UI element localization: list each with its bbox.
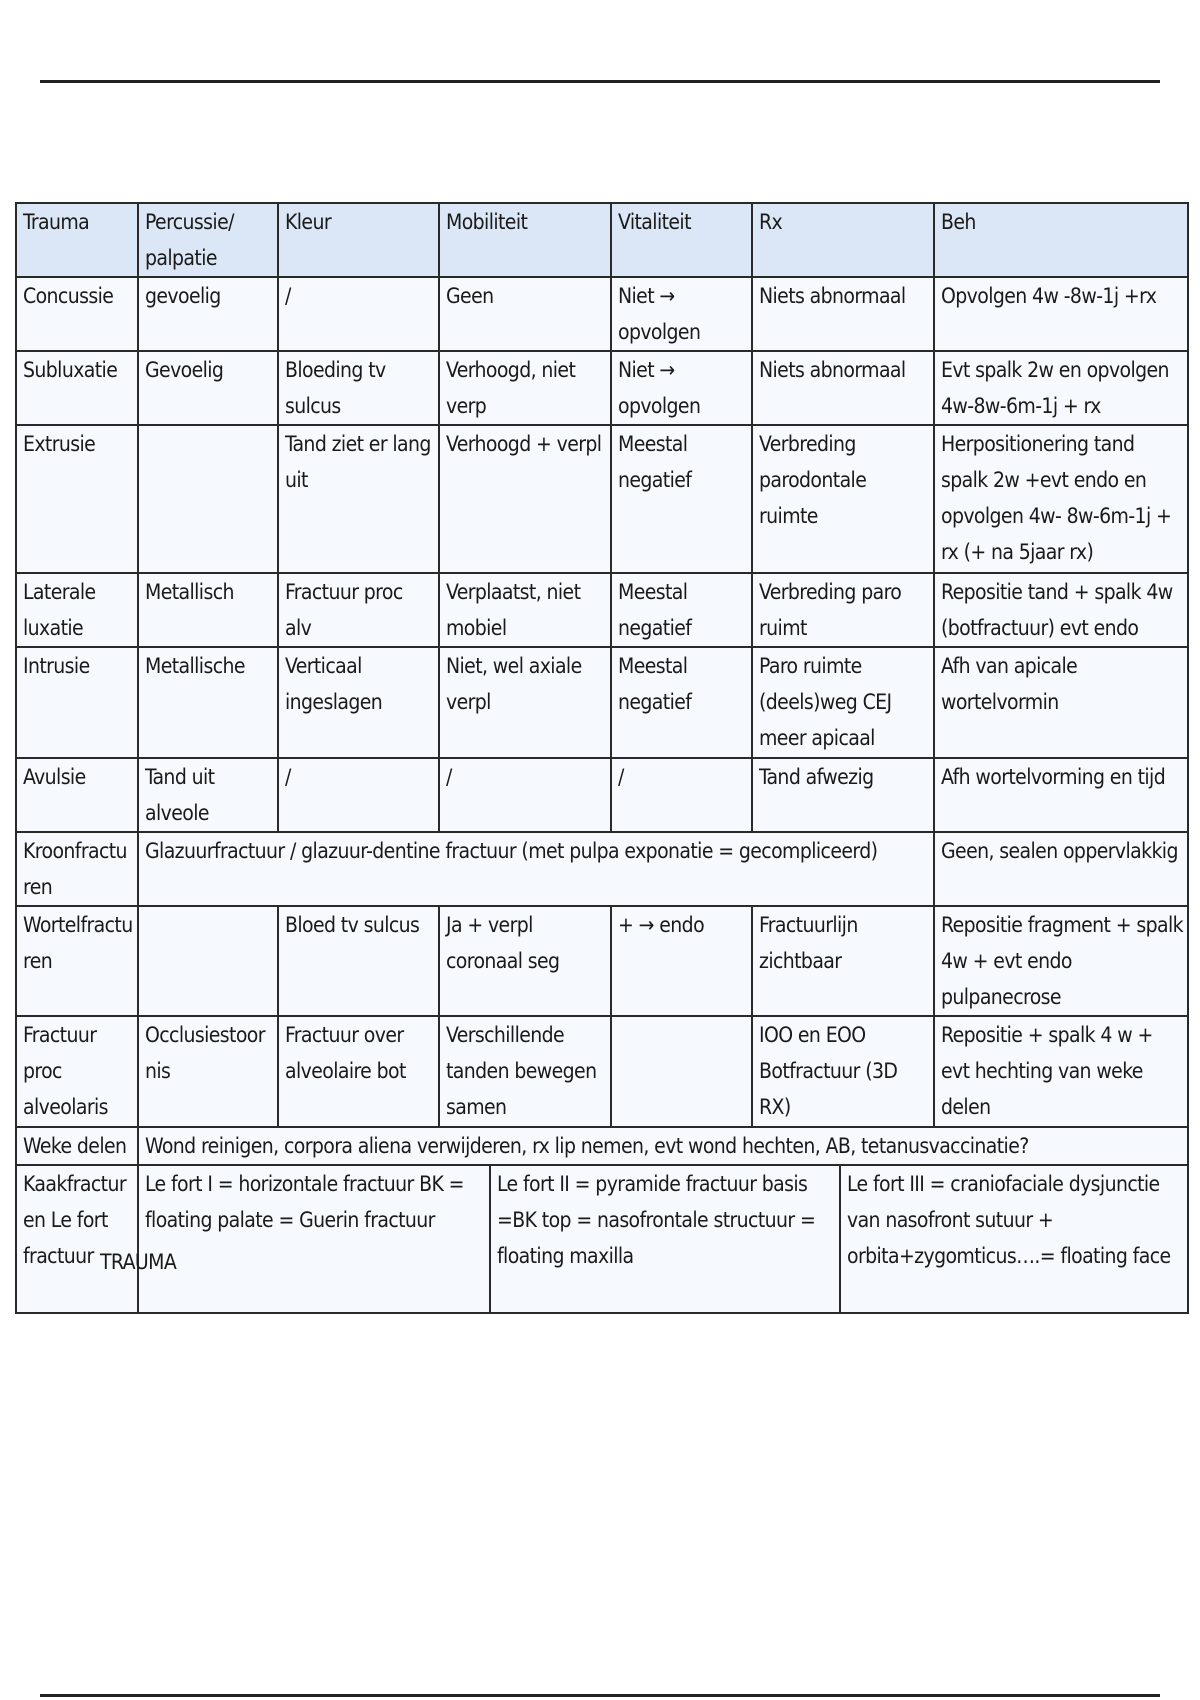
kroonfracturen-name: Kroonfracturen xyxy=(16,832,138,906)
row-weke-delen xyxy=(16,1127,1188,1165)
subluxatie-percussie: Gevoelig xyxy=(138,351,278,425)
intrusie-percussie: Metallische xyxy=(138,647,278,758)
subluxatie-name: Subluxatie xyxy=(16,351,138,425)
avulsie-percussie: Tand uit alveole xyxy=(138,758,278,832)
avulsie-name: Avulsie xyxy=(16,758,138,832)
wortelfracturen-name: Wortelfracturen xyxy=(16,906,138,1016)
intrusie-kleur: Verticaal ingeslagen xyxy=(278,647,439,758)
trauma-table xyxy=(15,202,1189,1314)
proc-alveolaris-mobiliteit: Verschillende tanden bewegen samen xyxy=(439,1016,611,1127)
row-laterale-luxatie xyxy=(16,573,1188,647)
extrusie-mobiliteit: Verhoogd + verpl xyxy=(439,425,611,573)
weke-delen-name: Weke delen xyxy=(16,1127,138,1165)
extrusie-rx: Verbreding parodontale ruimte xyxy=(752,425,934,573)
proc-alveolaris-rx: IOO en EOO Botfractuur (3D RX) xyxy=(752,1016,934,1127)
proc-alveolaris-vitaliteit xyxy=(611,1016,752,1127)
header-row xyxy=(16,203,1188,277)
concussie-beh: Opvolgen 4w -8w-1j +rx xyxy=(934,277,1188,351)
avulsie-vitaliteit: / xyxy=(611,758,752,832)
row-kaakfracturen xyxy=(16,1165,1188,1313)
row-concussie xyxy=(16,277,1188,351)
proc-alveolaris-percussie: Occlusiestoornis xyxy=(138,1016,278,1127)
intrusie-vitaliteit: Meestal negatief xyxy=(611,647,752,758)
header-kleur: Kleur xyxy=(278,203,439,277)
weke-delen-description: Wond reinigen, corpora aliena verwijderen, rx lip nemen, evt wond hechten, AB, tetanusvaccinatie? xyxy=(138,1127,1188,1165)
concussie-rx: Niets abnormaal xyxy=(752,277,934,351)
row-intrusie xyxy=(16,647,1188,758)
concussie-kleur: / xyxy=(278,277,439,351)
le-fort-2: Le fort II = pyramide fractuur basis =BK top = nasofrontale structuur = floating maxilla xyxy=(489,1166,839,1312)
intrusie-mobiliteit: Niet, wel axiale verpl xyxy=(439,647,611,758)
avulsie-mobiliteit: / xyxy=(439,758,611,832)
row-wortelfracturen xyxy=(16,906,1188,1016)
bottom-rule xyxy=(40,1694,1160,1697)
avulsie-kleur: / xyxy=(278,758,439,832)
avulsie-beh: Afh wortelvorming en tijd xyxy=(934,758,1188,832)
le-fort-1: Le fort I = horizontale fractuur BK = floating palate = Guerin fractuur xyxy=(145,1172,464,1232)
laterale-mobiliteit: Verplaatst, niet mobiel xyxy=(439,573,611,647)
kroonfracturen-beh: Geen, sealen oppervlakkig xyxy=(934,832,1188,906)
intrusie-rx: Paro ruimte (deels)weg CEJ meer apicaal xyxy=(752,647,934,758)
wortelfracturen-mobiliteit: Ja + verpl coronaal seg xyxy=(439,906,611,1016)
row-fractuur-proc-alveolaris xyxy=(16,1016,1188,1127)
kroonfracturen-description: Glazuurfractuur / glazuur-dentine fractuur (met pulpa exponatie = gecompliceerd) xyxy=(138,832,934,906)
row-subluxatie xyxy=(16,351,1188,425)
laterale-rx: Verbreding paro ruimt xyxy=(752,573,934,647)
subluxatie-rx: Niets abnormaal xyxy=(752,351,934,425)
proc-alveolaris-kleur: Fractuur over alveolaire bot xyxy=(278,1016,439,1127)
row-kroonfracturen xyxy=(16,832,1188,906)
extrusie-percussie xyxy=(138,425,278,573)
laterale-beh: Repositie tand + spalk 4w (botfractuur) evt endo xyxy=(934,573,1188,647)
subluxatie-beh: Evt spalk 2w en opvolgen 4w-8w-6m-1j + rx xyxy=(934,351,1188,425)
laterale-name: Laterale luxatie xyxy=(16,573,138,647)
subluxatie-mobiliteit: Verhoogd, niet verp xyxy=(439,351,611,425)
subluxatie-vitaliteit: Niet → opvolgen xyxy=(611,351,752,425)
avulsie-rx: Tand afwezig xyxy=(752,758,934,832)
subluxatie-kleur: Bloeding tv sulcus xyxy=(278,351,439,425)
concussie-mobiliteit: Geen xyxy=(439,277,611,351)
intrusie-name: Intrusie xyxy=(16,647,138,758)
header-vitaliteit: Vitaliteit xyxy=(611,203,752,277)
concussie-percussie: gevoelig xyxy=(138,277,278,351)
header-trauma: Trauma xyxy=(16,203,138,277)
extrusie-vitaliteit: Meestal negatief xyxy=(611,425,752,573)
wortelfracturen-beh: Repositie fragment + spalk 4w + evt endo pulpanecrose xyxy=(934,906,1188,1016)
proc-alveolaris-name: Fractuur proc alveolaris xyxy=(16,1016,138,1127)
proc-alveolaris-beh: Repositie + spalk 4 w + evt hechting van weke delen xyxy=(934,1016,1188,1127)
row-extrusie xyxy=(16,425,1188,573)
header-mobiliteit: Mobiliteit xyxy=(439,203,611,277)
laterale-vitaliteit: Meestal negatief xyxy=(611,573,752,647)
header-rx: Rx xyxy=(752,203,934,277)
concussie-vitaliteit: Niet → opvolgen xyxy=(611,277,752,351)
kaakfracturen-name: Kaakfracturen Le fort fractuur xyxy=(16,1165,138,1313)
wortelfracturen-vitaliteit: + → endo xyxy=(611,906,752,1016)
wortelfracturen-percussie xyxy=(138,906,278,1016)
concussie-name: Concussie xyxy=(16,277,138,351)
laterale-percussie: Metallisch xyxy=(138,573,278,647)
extrusie-beh: Herpositionering tand spalk 2w +evt endo en opvolgen 4w- 8w-6m-1j + rx (+ na 5jaar rx) xyxy=(934,425,1188,573)
extrusie-name: Extrusie xyxy=(16,425,138,573)
row-avulsie xyxy=(16,758,1188,832)
header-beh: Beh xyxy=(934,203,1188,277)
intrusie-beh: Afh van apicale wortelvormin xyxy=(934,647,1188,758)
top-rule xyxy=(40,80,1160,83)
wortelfracturen-kleur: Bloed tv sulcus xyxy=(278,906,439,1016)
laterale-kleur: Fractuur proc alv xyxy=(278,573,439,647)
le-fort-3: Le fort III = craniofaciale dysjunctie van nasofront sutuur + orbita+zygomticus….= floating face xyxy=(839,1166,1187,1312)
wortelfracturen-rx: Fractuurlijn zichtbaar xyxy=(752,906,934,1016)
extrusie-kleur: Tand ziet er lang uit xyxy=(278,425,439,573)
header-percussie: Percussie/ palpatie xyxy=(138,203,278,277)
caption: TRAUMA xyxy=(100,1250,177,1274)
